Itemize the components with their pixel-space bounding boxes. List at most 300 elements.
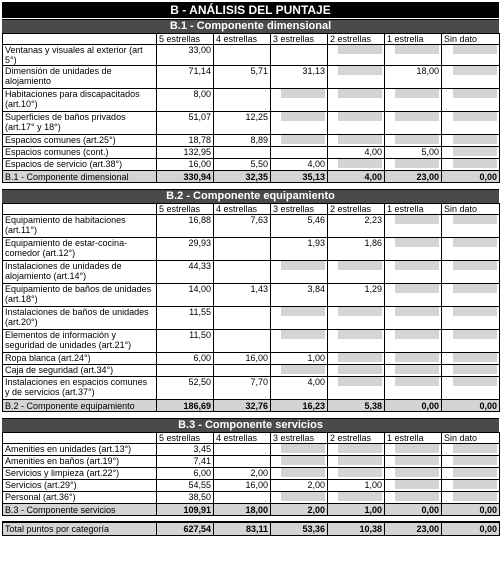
empty-cell bbox=[214, 238, 271, 261]
empty-shaded-cell bbox=[385, 365, 442, 377]
score-cell: 7,70 bbox=[214, 377, 271, 400]
empty-shaded-cell bbox=[385, 377, 442, 400]
section-title: B.1 - Componente dimensional bbox=[2, 19, 499, 33]
empty-shaded-cell bbox=[271, 365, 328, 377]
row-label: Equipamiento de estar-cocina-comedor (art.12°) bbox=[3, 238, 157, 261]
table-row bbox=[3, 261, 500, 284]
section-total-value: 2,00 bbox=[271, 504, 328, 516]
score-cell: 5,71 bbox=[214, 66, 271, 89]
column-header: 3 estrellas bbox=[271, 204, 328, 215]
empty-cell bbox=[214, 307, 271, 330]
shaded-placeholder bbox=[453, 135, 497, 144]
empty-shaded-cell bbox=[385, 135, 442, 147]
shaded-placeholder bbox=[338, 456, 382, 465]
score-cell: 1,00 bbox=[328, 480, 385, 492]
sections-container bbox=[2, 19, 499, 516]
row-label: Servicios (art.29°) bbox=[3, 480, 157, 492]
empty-shaded-cell bbox=[442, 444, 500, 456]
row-label: Instalaciones en espacios comunes y de servicios (art.37°) bbox=[3, 377, 157, 400]
score-cell: 4,00 bbox=[271, 377, 328, 400]
empty-shaded-cell bbox=[328, 112, 385, 135]
table-row bbox=[3, 456, 500, 468]
table-row bbox=[3, 492, 500, 504]
shaded-placeholder bbox=[395, 45, 439, 54]
shaded-placeholder bbox=[338, 89, 382, 98]
score-cell: 5,46 bbox=[271, 215, 328, 238]
row-label: Amenities en baños (art.19°) bbox=[3, 456, 157, 468]
section-total-label: B.3 - Componente servicios bbox=[3, 504, 157, 516]
shaded-placeholder bbox=[395, 353, 439, 362]
section-total-value: 32,35 bbox=[214, 171, 271, 183]
grand-total-row bbox=[3, 522, 500, 536]
table-row bbox=[3, 330, 500, 353]
column-header: 4 estrellas bbox=[214, 34, 271, 45]
empty-shaded-cell bbox=[442, 480, 500, 492]
grand-total-value: 83,11 bbox=[214, 522, 271, 536]
row-label: Equipamiento de habitaciones (art.11°) bbox=[3, 215, 157, 238]
row-label: Instalaciones de baños de unidades (art.20°) bbox=[3, 307, 157, 330]
table-row bbox=[3, 112, 500, 135]
empty-shaded-cell bbox=[442, 284, 500, 307]
shaded-placeholder bbox=[395, 215, 439, 224]
empty-cell bbox=[214, 456, 271, 468]
grand-total-value: 0,00 bbox=[442, 522, 500, 536]
row-label: Ventanas y visuales al exterior (art 5°) bbox=[3, 45, 157, 66]
score-cell: 2,00 bbox=[271, 480, 328, 492]
shaded-placeholder bbox=[281, 492, 325, 501]
score-cell: 6,00 bbox=[157, 468, 214, 480]
section-title: B.2 - Componente equipamiento bbox=[2, 189, 499, 203]
score-cell: 16,00 bbox=[214, 480, 271, 492]
table-row bbox=[3, 45, 500, 66]
empty-shaded-cell bbox=[442, 238, 500, 261]
section-total-value: 16,23 bbox=[271, 400, 328, 412]
row-label: Espacios comunes (art.25°) bbox=[3, 135, 157, 147]
table-row bbox=[3, 353, 500, 365]
section-total-value: 5,38 bbox=[328, 400, 385, 412]
score-cell: 16,88 bbox=[157, 215, 214, 238]
shaded-placeholder bbox=[338, 468, 382, 477]
shaded-placeholder bbox=[281, 261, 325, 270]
shaded-placeholder bbox=[453, 147, 497, 156]
score-cell: 7,41 bbox=[157, 456, 214, 468]
score-cell: 44,33 bbox=[157, 261, 214, 284]
section-total-value: 0,00 bbox=[385, 504, 442, 516]
section-total-value: 109,91 bbox=[157, 504, 214, 516]
score-cell: 12,25 bbox=[214, 112, 271, 135]
score-cell: 18,78 bbox=[157, 135, 214, 147]
empty-shaded-cell bbox=[271, 89, 328, 112]
shaded-placeholder bbox=[453, 89, 497, 98]
empty-cell bbox=[214, 492, 271, 504]
score-cell: 5,50 bbox=[214, 159, 271, 171]
section-total-row bbox=[3, 400, 500, 412]
section-total-value: 330,94 bbox=[157, 171, 214, 183]
shaded-placeholder bbox=[395, 238, 439, 247]
empty-shaded-cell bbox=[328, 159, 385, 171]
shaded-placeholder bbox=[453, 261, 497, 270]
empty-shaded-cell bbox=[442, 45, 500, 66]
shaded-placeholder bbox=[395, 444, 439, 453]
section-total-row bbox=[3, 171, 500, 183]
shaded-placeholder bbox=[338, 377, 382, 386]
shaded-placeholder bbox=[281, 89, 325, 98]
score-cell: 6,00 bbox=[157, 353, 214, 365]
empty-shaded-cell bbox=[385, 492, 442, 504]
score-cell: 1,86 bbox=[328, 238, 385, 261]
empty-shaded-cell bbox=[385, 444, 442, 456]
empty-shaded-cell bbox=[442, 159, 500, 171]
score-cell: 1,29 bbox=[328, 284, 385, 307]
shaded-placeholder bbox=[453, 159, 497, 168]
column-header-row bbox=[3, 204, 500, 215]
column-header: 4 estrellas bbox=[214, 204, 271, 215]
empty-shaded-cell bbox=[328, 468, 385, 480]
score-cell: 1,43 bbox=[214, 284, 271, 307]
score-cell: 5,00 bbox=[385, 147, 442, 159]
empty-shaded-cell bbox=[385, 330, 442, 353]
shaded-placeholder bbox=[453, 307, 497, 316]
shaded-placeholder bbox=[453, 45, 497, 54]
column-header: 5 estrellas bbox=[157, 34, 214, 45]
header-blank-cell bbox=[3, 34, 157, 45]
empty-shaded-cell bbox=[385, 307, 442, 330]
column-header: 3 estrellas bbox=[271, 34, 328, 45]
column-header: Sin dato bbox=[442, 204, 500, 215]
shaded-placeholder bbox=[395, 159, 439, 168]
empty-shaded-cell bbox=[328, 135, 385, 147]
score-cell: 51,07 bbox=[157, 112, 214, 135]
empty-shaded-cell bbox=[442, 135, 500, 147]
empty-shaded-cell bbox=[442, 112, 500, 135]
grand-total-value: 53,36 bbox=[271, 522, 328, 536]
empty-shaded-cell bbox=[385, 353, 442, 365]
score-cell: 14,00 bbox=[157, 284, 214, 307]
column-header: 4 estrellas bbox=[214, 433, 271, 444]
empty-cell bbox=[271, 147, 328, 159]
column-header: Sin dato bbox=[442, 34, 500, 45]
shaded-placeholder bbox=[338, 365, 382, 374]
table-row bbox=[3, 159, 500, 171]
section-total-value: 0,00 bbox=[442, 504, 500, 516]
empty-shaded-cell bbox=[442, 468, 500, 480]
shaded-placeholder bbox=[338, 353, 382, 362]
table-row bbox=[3, 307, 500, 330]
empty-shaded-cell bbox=[442, 147, 500, 159]
score-cell: 4,00 bbox=[271, 159, 328, 171]
table-row bbox=[3, 147, 500, 159]
shaded-placeholder bbox=[453, 365, 497, 374]
score-cell: 2,00 bbox=[214, 468, 271, 480]
column-header: 5 estrellas bbox=[157, 433, 214, 444]
header-blank-cell bbox=[3, 433, 157, 444]
shaded-placeholder bbox=[453, 238, 497, 247]
grand-total-value: 10,38 bbox=[328, 522, 385, 536]
shaded-placeholder bbox=[453, 284, 497, 293]
column-header-row bbox=[3, 34, 500, 45]
score-cell: 132,95 bbox=[157, 147, 214, 159]
score-cell: 8,00 bbox=[157, 89, 214, 112]
shaded-placeholder bbox=[281, 330, 325, 339]
shaded-placeholder bbox=[395, 330, 439, 339]
shaded-placeholder bbox=[395, 456, 439, 465]
empty-shaded-cell bbox=[442, 330, 500, 353]
empty-shaded-cell bbox=[442, 456, 500, 468]
shaded-placeholder bbox=[338, 261, 382, 270]
empty-shaded-cell bbox=[271, 330, 328, 353]
shaded-placeholder bbox=[453, 353, 497, 362]
shaded-placeholder bbox=[395, 468, 439, 477]
section-table bbox=[2, 432, 500, 516]
shaded-placeholder bbox=[338, 330, 382, 339]
section-total-value: 32,76 bbox=[214, 400, 271, 412]
score-cell: 38,50 bbox=[157, 492, 214, 504]
table-row bbox=[3, 444, 500, 456]
empty-shaded-cell bbox=[328, 330, 385, 353]
score-cell: 54,55 bbox=[157, 480, 214, 492]
section-title: B.3 - Componente servicios bbox=[2, 418, 499, 432]
table-row bbox=[3, 468, 500, 480]
row-label: Habitaciones para discapacitados (art.10°) bbox=[3, 89, 157, 112]
empty-shaded-cell bbox=[385, 261, 442, 284]
shaded-placeholder bbox=[281, 456, 325, 465]
empty-cell bbox=[214, 147, 271, 159]
empty-cell bbox=[271, 45, 328, 66]
column-header-row bbox=[3, 433, 500, 444]
grand-total-value: 627,54 bbox=[157, 522, 214, 536]
shaded-placeholder bbox=[395, 492, 439, 501]
empty-shaded-cell bbox=[385, 468, 442, 480]
empty-cell bbox=[214, 45, 271, 66]
empty-shaded-cell bbox=[328, 261, 385, 284]
table-row bbox=[3, 215, 500, 238]
header-blank-cell bbox=[3, 204, 157, 215]
score-cell: 8,89 bbox=[214, 135, 271, 147]
score-cell: 16,00 bbox=[157, 159, 214, 171]
row-label: Elementos de información y seguridad de unidades (art.21°) bbox=[3, 330, 157, 353]
empty-shaded-cell bbox=[328, 307, 385, 330]
shaded-placeholder bbox=[338, 135, 382, 144]
score-cell: 1,00 bbox=[271, 353, 328, 365]
column-header: Sin dato bbox=[442, 433, 500, 444]
table-row bbox=[3, 238, 500, 261]
shaded-placeholder bbox=[395, 365, 439, 374]
shaded-placeholder bbox=[395, 89, 439, 98]
empty-shaded-cell bbox=[328, 377, 385, 400]
section-total-value: 1,00 bbox=[328, 504, 385, 516]
row-label: Espacios comunes (cont.) bbox=[3, 147, 157, 159]
shaded-placeholder bbox=[395, 480, 439, 489]
score-cell: 11,50 bbox=[157, 330, 214, 353]
column-header: 2 estrellas bbox=[328, 204, 385, 215]
shaded-placeholder bbox=[281, 365, 325, 374]
shaded-placeholder bbox=[338, 444, 382, 453]
score-cell: 3,45 bbox=[157, 444, 214, 456]
shaded-placeholder bbox=[395, 284, 439, 293]
empty-shaded-cell bbox=[385, 456, 442, 468]
empty-shaded-cell bbox=[328, 66, 385, 89]
empty-shaded-cell bbox=[328, 365, 385, 377]
score-cell: 3,84 bbox=[271, 284, 328, 307]
table-row bbox=[3, 377, 500, 400]
column-header: 1 estrella bbox=[385, 34, 442, 45]
table-row bbox=[3, 135, 500, 147]
section-total-value: 0,00 bbox=[442, 171, 500, 183]
score-cell: 29,93 bbox=[157, 238, 214, 261]
score-cell: 71,14 bbox=[157, 66, 214, 89]
empty-shaded-cell bbox=[328, 444, 385, 456]
shaded-placeholder bbox=[338, 112, 382, 121]
score-cell: 1,93 bbox=[271, 238, 328, 261]
row-label: Caja de seguridad (art.34°) bbox=[3, 365, 157, 377]
empty-shaded-cell bbox=[385, 89, 442, 112]
grand-total-table bbox=[2, 521, 500, 536]
empty-shaded-cell bbox=[271, 307, 328, 330]
column-header: 3 estrellas bbox=[271, 433, 328, 444]
score-cell: 18,00 bbox=[385, 66, 442, 89]
score-cell: 4,00 bbox=[328, 147, 385, 159]
table-row bbox=[3, 284, 500, 307]
score-analysis-sheet bbox=[2, 2, 499, 536]
empty-shaded-cell bbox=[442, 353, 500, 365]
table-row bbox=[3, 66, 500, 89]
shaded-placeholder bbox=[281, 468, 325, 477]
empty-shaded-cell bbox=[271, 444, 328, 456]
grand-total-label: Total puntos por categoría bbox=[3, 522, 157, 536]
empty-cell bbox=[214, 261, 271, 284]
empty-shaded-cell bbox=[442, 89, 500, 112]
shaded-placeholder bbox=[281, 444, 325, 453]
empty-shaded-cell bbox=[385, 215, 442, 238]
column-header: 2 estrellas bbox=[328, 433, 385, 444]
empty-shaded-cell bbox=[442, 307, 500, 330]
empty-shaded-cell bbox=[328, 89, 385, 112]
section-total-row bbox=[3, 504, 500, 516]
row-label: Personal (art.36°) bbox=[3, 492, 157, 504]
row-label: Dimensión de unidades de alojamiento bbox=[3, 66, 157, 89]
shaded-placeholder bbox=[453, 112, 497, 121]
score-cell: 33,00 bbox=[157, 45, 214, 66]
shaded-placeholder bbox=[338, 307, 382, 316]
shaded-placeholder bbox=[281, 135, 325, 144]
empty-shaded-cell bbox=[271, 468, 328, 480]
row-label: Superficies de baños privados (art.17° y 18°) bbox=[3, 112, 157, 135]
empty-shaded-cell bbox=[385, 238, 442, 261]
row-label: Servicios y limpieza (art.22°) bbox=[3, 468, 157, 480]
table-row bbox=[3, 365, 500, 377]
row-label: Amenities en unidades (art.13°) bbox=[3, 444, 157, 456]
empty-shaded-cell bbox=[271, 261, 328, 284]
shaded-placeholder bbox=[281, 112, 325, 121]
column-header: 1 estrella bbox=[385, 204, 442, 215]
grand-total-value: 23,00 bbox=[385, 522, 442, 536]
empty-shaded-cell bbox=[442, 66, 500, 89]
empty-shaded-cell bbox=[385, 284, 442, 307]
column-header: 2 estrellas bbox=[328, 34, 385, 45]
section-total-label: B.2 - Componente equipamiento bbox=[3, 400, 157, 412]
section-table bbox=[2, 33, 500, 183]
section-total-value: 23,00 bbox=[385, 171, 442, 183]
empty-shaded-cell bbox=[442, 215, 500, 238]
row-label: Instalaciones de unidades de alojamiento (art.14°) bbox=[3, 261, 157, 284]
row-label: Espacios de servicio (art.38°) bbox=[3, 159, 157, 171]
shaded-placeholder bbox=[453, 444, 497, 453]
empty-shaded-cell bbox=[271, 135, 328, 147]
shaded-placeholder bbox=[453, 468, 497, 477]
empty-shaded-cell bbox=[385, 159, 442, 171]
empty-shaded-cell bbox=[271, 492, 328, 504]
shaded-placeholder bbox=[338, 66, 382, 75]
shaded-placeholder bbox=[395, 307, 439, 316]
shaded-placeholder bbox=[338, 159, 382, 168]
empty-shaded-cell bbox=[385, 112, 442, 135]
column-header: 5 estrellas bbox=[157, 204, 214, 215]
empty-cell bbox=[214, 365, 271, 377]
score-cell: 52,50 bbox=[157, 377, 214, 400]
shaded-placeholder bbox=[395, 261, 439, 270]
shaded-placeholder bbox=[453, 377, 497, 386]
shaded-placeholder bbox=[453, 456, 497, 465]
score-cell: 16,00 bbox=[214, 353, 271, 365]
empty-shaded-cell bbox=[442, 365, 500, 377]
empty-cell bbox=[214, 330, 271, 353]
section-total-value: 4,00 bbox=[328, 171, 385, 183]
table-row bbox=[3, 89, 500, 112]
section-total-value: 35,13 bbox=[271, 171, 328, 183]
shaded-placeholder bbox=[338, 45, 382, 54]
empty-shaded-cell bbox=[442, 377, 500, 400]
score-cell: 7,63 bbox=[214, 215, 271, 238]
section-table bbox=[2, 203, 500, 412]
shaded-placeholder bbox=[453, 492, 497, 501]
section-total-value: 0,00 bbox=[385, 400, 442, 412]
shaded-placeholder bbox=[395, 112, 439, 121]
shaded-placeholder bbox=[281, 307, 325, 316]
shaded-placeholder bbox=[453, 480, 497, 489]
column-header: 1 estrella bbox=[385, 433, 442, 444]
empty-shaded-cell bbox=[385, 480, 442, 492]
empty-cell bbox=[214, 444, 271, 456]
empty-shaded-cell bbox=[385, 45, 442, 66]
empty-shaded-cell bbox=[271, 456, 328, 468]
section-total-value: 0,00 bbox=[442, 400, 500, 412]
shaded-placeholder bbox=[453, 330, 497, 339]
empty-cell bbox=[157, 365, 214, 377]
shaded-placeholder bbox=[453, 66, 497, 75]
score-cell: 2,23 bbox=[328, 215, 385, 238]
empty-shaded-cell bbox=[328, 492, 385, 504]
table-row bbox=[3, 480, 500, 492]
row-label: Ropa blanca (art.24°) bbox=[3, 353, 157, 365]
empty-cell bbox=[214, 89, 271, 112]
shaded-placeholder bbox=[338, 492, 382, 501]
score-cell: 11,55 bbox=[157, 307, 214, 330]
empty-shaded-cell bbox=[442, 492, 500, 504]
score-cell: 31,13 bbox=[271, 66, 328, 89]
empty-shaded-cell bbox=[328, 353, 385, 365]
shaded-placeholder bbox=[453, 215, 497, 224]
row-label: Equipamiento de baños de unidades (art.18°) bbox=[3, 284, 157, 307]
shaded-placeholder bbox=[395, 377, 439, 386]
page-title: B - ANÁLISIS DEL PUNTAJE bbox=[2, 2, 499, 18]
section-total-value: 186,69 bbox=[157, 400, 214, 412]
shaded-placeholder bbox=[395, 135, 439, 144]
empty-shaded-cell bbox=[328, 45, 385, 66]
empty-shaded-cell bbox=[442, 261, 500, 284]
empty-shaded-cell bbox=[328, 456, 385, 468]
section-total-value: 18,00 bbox=[214, 504, 271, 516]
empty-shaded-cell bbox=[271, 112, 328, 135]
